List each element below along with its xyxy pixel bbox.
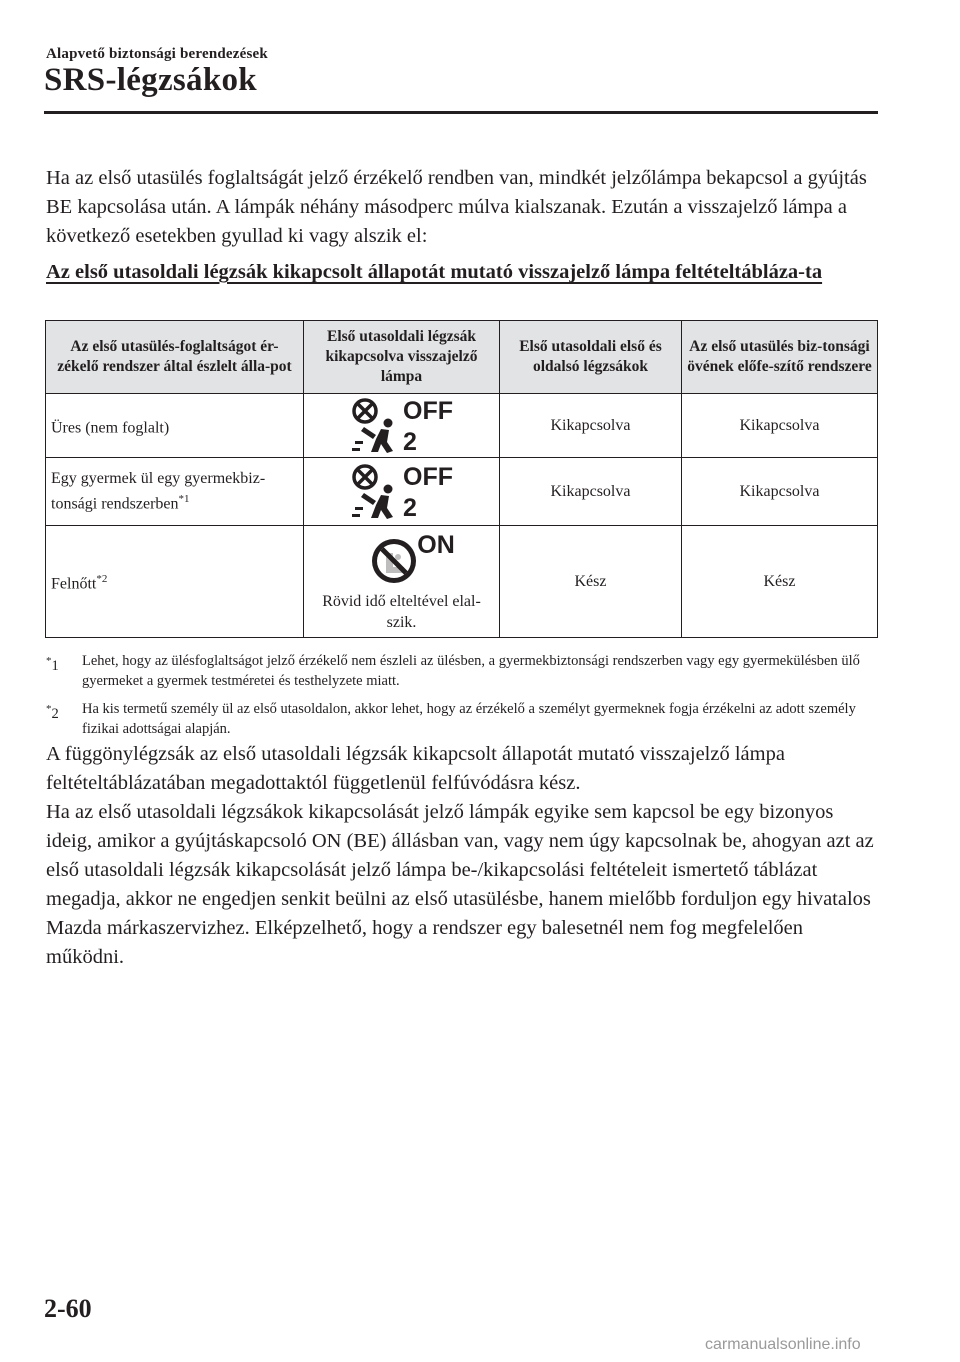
lamp-cell xyxy=(304,526,500,638)
pretensioner-cell: Kész xyxy=(682,526,878,638)
footnote-text: Lehet, hogy az ülésfoglaltságot jelző érzékelő nem észleli az ülésben, a gyermekbiztonsági rendszerben vagy egy gyermekülésben ülő gyermeket a gyermek testméretei és testhelyzete miatt. xyxy=(82,653,860,689)
airbags-cell: Kikapcsolva xyxy=(500,394,682,458)
lamp-cell xyxy=(304,458,500,526)
footnote xyxy=(46,651,880,691)
warning-paragraph: Ha az első utasoldali légzsákok kikapcsolását jelző lámpák egyike sem kapcsol be egy bizonyos ideig, amikor a gyújtáskapcsoló ON (BE) állásban van, vagy nem úgy kapcsolnak be, ahogyan azt az első utasoldali légzsák kikapcsolását jelző lámpa be-/kikapcsolási feltételeit ismertető táblázat megadja, akkor ne engedjen senkit beülni az első utasülésbe, hanem mielőbb forduljon egy hivatalos Mazda márkaszervizhez. Elképzelhető, hogy a rendszer egy balesetnél nem fog megfelelően működni. xyxy=(46,801,874,968)
table-row xyxy=(46,394,878,458)
airbag-off-icon xyxy=(342,463,462,521)
header-belt-pretensioner: Az első utasülés biz-tonsági övének előfe-szítő rendszere xyxy=(682,321,878,394)
lamp-text: OFF xyxy=(402,396,453,425)
lamp-text: OFF xyxy=(402,462,453,491)
watermark: carmanualsonline.info xyxy=(705,1336,861,1353)
lamp-subscript: 2 xyxy=(402,427,417,455)
page-number: 2-60 xyxy=(44,1294,92,1323)
airbag-off-icon xyxy=(342,397,462,455)
airbags-cell: Kikapcsolva xyxy=(500,458,682,526)
pretensioner-cell: Kikapcsolva xyxy=(682,394,878,458)
table-row xyxy=(46,526,878,638)
footnote-ref: *1 xyxy=(178,493,190,506)
airbag-status-table xyxy=(45,320,878,638)
state-cell xyxy=(46,526,304,638)
child-seat-prohibited-icon xyxy=(342,531,462,589)
state-cell xyxy=(46,394,304,458)
state-text: Üres (nem foglalt) xyxy=(51,419,170,437)
lamp-note: Rövid idő elteltével elal-szik. xyxy=(322,592,481,631)
header-airbag-off-lamp: Első utasoldali légzsák kikapcsolva visszajelző lámpa xyxy=(304,321,500,394)
footnote xyxy=(46,699,880,739)
pretensioner-cell: Kikapcsolva xyxy=(682,458,878,526)
section-label: Alapvető biztonsági berendezések xyxy=(46,46,268,62)
state-text: Egy gyermek ül egy gyermekbiz-tonsági rendszerben xyxy=(51,470,266,513)
state-text: Felnőtt xyxy=(51,575,97,593)
page-title: SRS-légzsákok xyxy=(44,62,257,98)
header-occupancy-state: Az első utasülés-foglaltságot ér-zékelő rendszer által észlelt álla-pot xyxy=(46,321,304,394)
airbags-cell: Kész xyxy=(500,526,682,638)
table-row xyxy=(46,458,878,526)
footnote-marker: *2 xyxy=(46,703,59,722)
title-rule xyxy=(44,111,878,114)
table-heading: Az első utasoldali légzsák kikapcsolt állapotát mutató visszajelző lámpa feltételtábláza-ta xyxy=(46,261,823,283)
footnote-ref: *2 xyxy=(96,572,108,585)
footnote-text: Ha kis termetű személy ül az első utasoldalon, akkor lehet, hogy az érzékelő a személyt gyermeknek fogja érzékelni az adott személy fizikai adottságai alapján. xyxy=(82,701,856,737)
header-front-side-airbags: Első utasoldali első és oldalsó légzsákok xyxy=(500,321,682,394)
curtain-airbag-paragraph: A függönylégzsák az első utasoldali légzsák kikapcsolt állapotát mutató visszajelző lámpa feltételtáblázatában megadottaktól függetlenül felfúvódásra kész. xyxy=(46,743,785,794)
table-header-row xyxy=(46,321,878,394)
lamp-cell xyxy=(304,394,500,458)
state-cell xyxy=(46,458,304,526)
lamp-subscript: 2 xyxy=(402,493,417,521)
intro-paragraph: Ha az első utasülés foglaltságát jelző érzékelő rendben van, mindkét jelzőlámpa bekapcsol a gyújtás BE kapcsolása után. A lámpák néhány másodperc múlva kialszanak. Ezután a visszajelző lámpa a következő esetekben gyullad ki vagy alszik el: xyxy=(46,167,867,247)
footnote-marker: *1 xyxy=(46,655,59,674)
lamp-text: ON xyxy=(416,530,455,559)
